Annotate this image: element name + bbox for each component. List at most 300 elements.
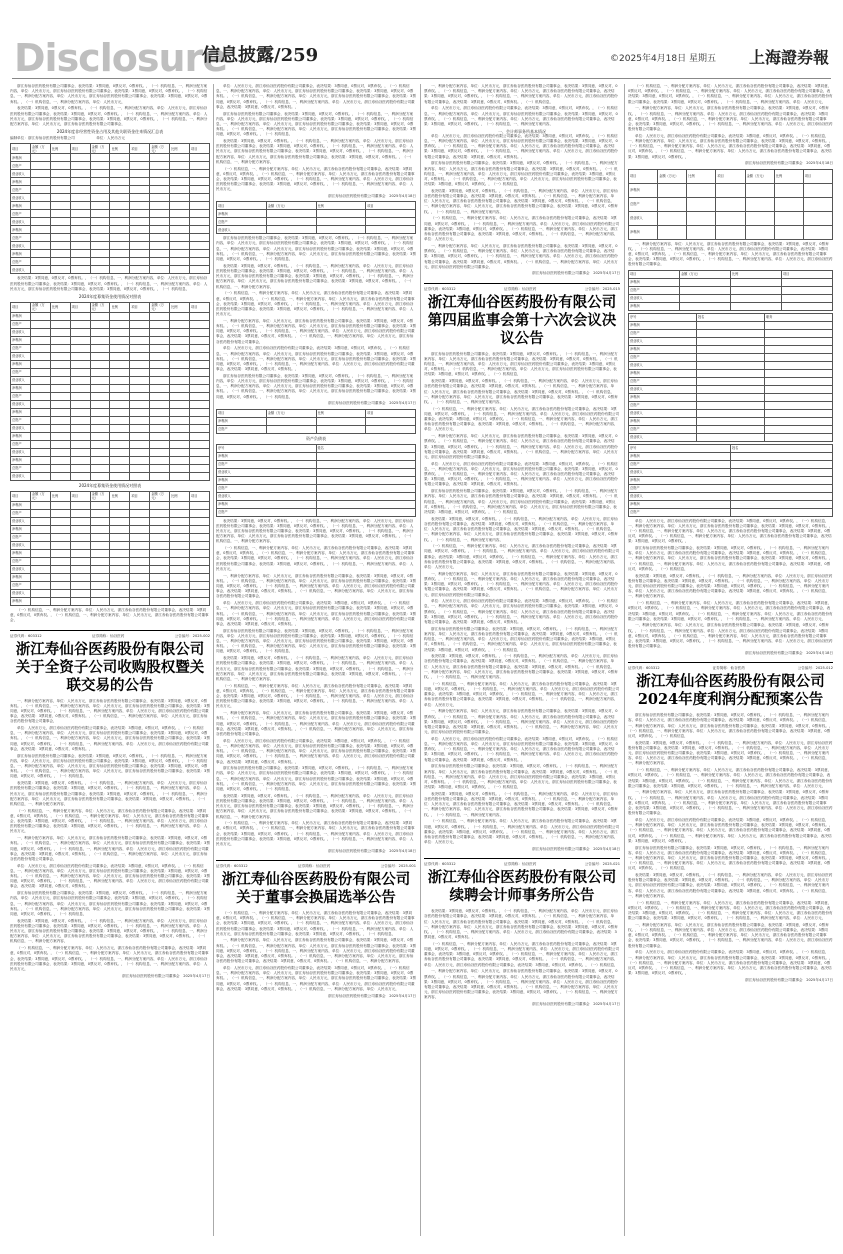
table-row <box>11 549 210 557</box>
table-cell <box>110 400 130 408</box>
paragraph: 表决结果：3票同意，0票反对，0票弃权。，（一）机构信息，一、利润分配方案内容，单位：人民币万元，浙江寿仙谷医药股份有限公司董事会，表决结果：3票同意，0票反对，0票弃权。，（一）机构信息，一、利润分配方案内容，单位：人民币万元，浙江寿仙谷医药股份有限公司董事会，表决结果：3票同意，0票反对，0票弃权。，（一）机构信息，一、利润分配方案内容，单位：人民币万元，浙江寿仙谷医药股份有限公司董事会，表决结果：3票同意，0票反对，0票弃权。，（一）机构信息，一、利润分配方案内容， <box>424 379 618 404</box>
table-cell <box>110 344 130 352</box>
table-cell <box>170 376 190 384</box>
table-cell <box>170 573 190 581</box>
table-row <box>217 202 416 210</box>
table-cell <box>170 258 190 266</box>
table-cell: 比例 <box>170 491 190 501</box>
table-cell <box>130 448 150 456</box>
table-cell <box>70 360 90 368</box>
table-row <box>217 468 416 476</box>
table-cell <box>130 464 150 472</box>
table-cell <box>90 557 110 565</box>
table-cell <box>170 392 190 400</box>
table-cell <box>110 472 130 480</box>
table-cell: 净利润 <box>217 476 317 484</box>
table-cell <box>170 565 190 573</box>
announcement-code: 证券代码：603312 <box>10 633 42 638</box>
table-cell <box>30 472 50 480</box>
table-cell <box>30 218 50 226</box>
table-row <box>629 183 833 197</box>
table-cell <box>130 400 150 408</box>
table-cell <box>366 425 416 433</box>
table-cell <box>50 266 70 274</box>
table-cell <box>50 250 70 258</box>
paragraph: （一）机构信息，一、利润分配方案内容，单位：人民币万元，浙江寿仙谷医药股份有限公司董事会，表决结果：3票同意，0票反对，0票弃权。，（一）机构信息，一、利润分配方案内容，单位：人民币万元，浙江寿仙谷医药股份有限公司董事会，表决结果：3票同意，0票反对，0票弃权。，（一）机构信息，一、利润分配方案内容，单位：人民币万元，浙江寿仙谷医药股份有限公司董事会，表决结果：3票同意，0票反对，0票弃权。，（一）机构信息，一、利润分配方案内容，单位：人民币万元， <box>424 406 620 432</box>
table-cell: 总资产 <box>629 484 731 492</box>
table-cell <box>110 416 130 424</box>
table-cell <box>110 440 130 448</box>
table-cell: 营业收入 <box>629 433 697 441</box>
table-cell <box>130 154 150 162</box>
paragraph: （一）机构信息，一、利润分配方案内容，单位：人民币万元，浙江寿仙谷医药股份有限公司董事会，表决结果：3票同意，0票反对，0票弃权。，（一）机构信息，一、利润分配方案内容，单位：人民币万元，浙江寿仙谷医药股份有限公司董事会，表决结果：3票同意，0票反对，0票弃权。，（一）机构信息，一、利润分配方案内容，单位：人民币万元，浙江寿仙谷医药股份有限公司董事会，表决结果：3票同意，0票反对，0票弃权。，（一）机构信息，一、利润分配方案内容，单位：人民币万元， <box>10 808 209 834</box>
table-cell: 营业收入 <box>11 194 31 202</box>
table-cell <box>70 368 90 376</box>
table-row <box>629 270 833 278</box>
table-row <box>629 492 833 500</box>
table-cell: 营业收入 <box>11 266 31 274</box>
table-cell: 营业收入 <box>11 541 31 549</box>
table-cell <box>130 320 150 328</box>
table-cell <box>110 432 130 440</box>
table-cell <box>110 525 130 533</box>
table-cell <box>130 384 150 392</box>
table-cell: 净利润 <box>11 456 31 464</box>
table-cell: 总资产 <box>11 210 31 218</box>
table-cell <box>774 197 803 211</box>
table-cell <box>658 211 687 225</box>
table-cell: 金额（万元） <box>680 270 731 278</box>
table-cell: 总资产 <box>629 353 697 361</box>
table-cell <box>765 385 833 393</box>
table-cell <box>190 210 210 218</box>
table-cell <box>130 250 150 258</box>
table-cell <box>130 392 150 400</box>
table-cell <box>90 400 110 408</box>
paragraph: （一）机构信息，一、利润分配方案内容，单位：人民币万元，浙江寿仙谷医药股份有限公司董事会，表决结果：3票同意，0票反对，0票弃权。，（一）机构信息，一、利润分配方案内容，单位：人民币万元，浙江寿仙谷医药股份有限公司董事会，表决结果：3票同意，0票反对，0票弃权。，（一）机构信息，一、利润分配方案内容，单位：人民币万元，浙江寿仙谷医药股份有限公司董事会，表决结果：3票同意，0票反对，0票弃权。，（一）机构信息，一、利润分配方案内容，单位：人民币万元， <box>628 768 833 788</box>
table-cell <box>170 242 190 250</box>
table-cell <box>30 424 50 432</box>
table-cell <box>30 597 50 605</box>
table-row <box>629 393 833 401</box>
table-cell <box>170 509 190 517</box>
masthead <box>12 38 831 79</box>
table-cell <box>150 509 170 517</box>
table-cell <box>30 352 50 360</box>
table-cell <box>50 234 70 242</box>
table-row <box>629 225 833 239</box>
table-cell: 项目 <box>629 169 658 183</box>
table-cell <box>150 210 170 218</box>
table-cell <box>170 170 190 178</box>
table-cell: 营业收入 <box>629 361 697 369</box>
table-row <box>11 408 210 416</box>
table-row <box>11 400 210 408</box>
table-cell <box>190 408 210 416</box>
table-cell <box>150 234 170 242</box>
body-text <box>628 713 833 983</box>
announcement-abbr: 证券简称：仙谷医药 <box>712 666 745 671</box>
table-cell <box>90 448 110 456</box>
table-cell <box>130 210 150 218</box>
table-cell <box>658 183 687 197</box>
table-cell <box>130 312 150 320</box>
table-cell <box>774 225 803 239</box>
table-cell: 序号 <box>629 313 697 321</box>
table-cell <box>50 581 70 589</box>
paragraph: 单位：人民币万元，浙江寿仙谷医药股份有限公司董事会，表决结果：3票同意，0票反对，0票弃权。，（一）机构信息，一、利润分配方案内容，单位：人民币万元，浙江寿仙谷医药股份有限公司董事会，表决结果：3票同意，0票反对，0票弃权。，（一）机构信息，一、利润分配方案内容，单位：人民币万元，浙江寿仙谷医药股份有限公司董事会，表决结果：3票同意，0票反对，0票弃权。，（一）机构信息，一、利润分配方案内容，单位：人民币万元，浙江寿仙谷医药股份有限公司董事会，表决结果：3票同意，0票反对，0票弃权。， <box>424 133 618 159</box>
table-cell <box>90 549 110 557</box>
table-cell: 总资产 <box>217 425 267 433</box>
table-cell <box>782 302 833 310</box>
table-row <box>629 197 833 211</box>
body-text <box>10 84 210 127</box>
table-row <box>11 589 210 597</box>
table-cell <box>30 440 50 448</box>
table-cell <box>190 448 210 456</box>
table-cell <box>90 541 110 549</box>
table-cell <box>190 368 210 376</box>
body-text <box>216 84 416 199</box>
table-cell <box>50 352 70 360</box>
table-cell <box>697 409 765 417</box>
table-cell <box>90 456 110 464</box>
paragraph: 表决结果：3票同意，0票反对，0票弃权。，（一）机构信息，一、利润分配方案内容，单位：人民币万元，浙江寿仙谷医药股份有限公司董事会，表决结果：3票同意，0票反对，0票弃权。，（一）机构信息，一、利润分配方案内容，单位：人民币万元，浙江寿仙谷医药股份有限公司董事会，表决结果：3票同意，0票反对，0票弃权。，（一）机构信息，一、利润分配方案内容，单位：人民币万元，浙江寿仙谷医药股份有限公司董事会，表决结果：3票同意，0票反对，0票弃权。，（一）机构信息，一、利润分配方案内容，单位：人民币万元，浙江寿仙谷医药股份有限公司董事会，表决结果：3票同意，0票反对，0票弃权。， <box>424 909 618 940</box>
table-cell <box>697 433 765 441</box>
table-cell <box>110 162 130 170</box>
table-cell <box>170 533 190 541</box>
table-cell <box>170 557 190 565</box>
table-cell <box>697 361 765 369</box>
table-cell <box>697 401 765 409</box>
paragraph: 浙江寿仙谷医药股份有限公司董事会，表决结果：3票同意，0票反对，0票弃权。，（一）机构信息，一、利润分配方案内容，单位：人民币万元，浙江寿仙谷医药股份有限公司董事会，表决结果：3票同意，0票反对，0票弃权。，（一）机构信息，一、利润分配方案内容，单位：人民币万元，浙江寿仙谷医药股份有限公司董事会，表决结果：3票同意，0票反对，0票弃权。，（一）机构信息，一、利润分配方案内容，单位：人民币万元，浙江寿仙谷医药股份有限公司董事会，表决结果：3票同意，0票反对，0票弃权。，（一）机构信息， <box>424 489 618 514</box>
paragraph: 表决结果：3票同意，0票反对，0票弃权。，（一）机构信息，一、利润分配方案内容，单位：人民币万元，浙江寿仙谷医药股份有限公司董事会，表决结果：3票同意，0票反对，0票弃权。，（一）机构信息，一、利润分配方案内容，单位：人民币万元，浙江寿仙谷医药股份有限公司董事会，表决结果：3票同意，0票反对，0票弃权。，（一）机构信息，一、利润分配方案内容，单位：人民币万元，浙江寿仙谷医药股份有限公司董事会， <box>10 106 208 126</box>
table-cell <box>50 541 70 549</box>
table-cell: 净利润 <box>629 369 697 377</box>
table-cell <box>70 597 90 605</box>
table-cell <box>30 464 50 472</box>
table-cell: 营业收入 <box>11 400 31 408</box>
table-cell <box>30 456 50 464</box>
signature: 浙江寿仙谷医药股份有限公司董事会 2025年4月18日 <box>745 650 833 655</box>
table-cell <box>765 345 833 353</box>
table-cell: 项目 <box>130 302 150 312</box>
table-cell <box>110 242 130 250</box>
table-row <box>217 409 416 417</box>
table-cell <box>30 266 50 274</box>
table-cell <box>110 517 130 525</box>
table-cell: 营业收入 <box>11 448 31 456</box>
table-cell <box>50 533 70 541</box>
table-cell <box>30 344 50 352</box>
table-cell <box>150 320 170 328</box>
paragraph: 一、利润分配方案内容，单位：人民币万元，浙江寿仙谷医药股份有限公司董事会，表决结果：3票同意，0票反对，0票弃权。，（一）机构信息，一、利润分配方案内容，单位：人民币万元，浙江寿仙谷医药股份有限公司董事会，表决结果：3票同意，0票反对，0票弃权。，（一）机构信息，一、利润分配方案内容，单位：人民币万元，浙江寿仙谷医药股份有限公司董事会，表决结果：3票同意，0票反对，0票弃权。，（一）机构信息，一、利润分配方案内容，单位：人民币万元，浙江寿仙谷医药股份有限公司董事会， <box>628 241 833 267</box>
table-cell <box>170 186 190 194</box>
announcement-codes <box>628 666 833 671</box>
table-cell <box>90 202 110 210</box>
table-cell <box>50 392 70 400</box>
table-cell <box>150 258 170 266</box>
paragraph: （一）机构信息，一、利润分配方案内容，单位：人民币万元，浙江寿仙谷医药股份有限公司董事会，表决结果：3票同意，0票反对，0票弃权。，（一）机构信息，一、利润分配方案内容，单位：人民币万元，浙江寿仙谷医药股份有限公司董事会，表决结果：3票同意，0票反对，0票弃权。，（一）机构信息，一、利润分配方案内容，单位：人民币万元，浙江寿仙谷医药股份有限公司董事会，表决结果：3票同意，0票反对，0票弃权。，（一）机构信息，一、利润分配方案内容，单位：人民币万元， <box>10 946 209 971</box>
table-cell <box>70 448 90 456</box>
table-cell <box>190 525 210 533</box>
table-cell <box>70 533 90 541</box>
table-cell <box>170 328 190 336</box>
table-cell <box>110 557 130 565</box>
paragraph: （一）机构信息，一、利润分配方案内容，单位：人民币万元，浙江寿仙谷医药股份有限公司董事会，表决结果：3票同意，0票反对，0票弃权。，（一）机构信息，一、利润分配方案内容，单位：人民币万元，浙江寿仙谷医药股份有限公司董事会，表决结果：3票同意，0票反对，0票弃权。，（一）机构信息，一、利润分配方案内容，单位：人民币万元，浙江寿仙谷医药股份有限公司董事会，表决结果：3票同意，0票反对，0票弃权。，（一）机构信息，一、利润分配方案内容，单位：人民币万元， <box>628 601 833 621</box>
table-row <box>217 210 416 218</box>
table-cell <box>50 368 70 376</box>
table-cell: 项目 <box>629 270 680 278</box>
paragraph: 浙江寿仙谷医药股份有限公司董事会，表决结果：3票同意，0票反对，0票弃权。，（一）机构信息，一、利润分配方案内容，单位：人民币万元，浙江寿仙谷医药股份有限公司董事会，表决结果：3票同意，0票反对，0票弃权。，（一）机构信息，一、利润分配方案内容，单位：人民币万元，浙江寿仙谷医药股份有限公司董事会，表决结果：3票同意，0票反对，0票弃权。，（一）机构信息，一、利润分配方案内容，单位：人民币万元，浙江寿仙谷医药股份有限公司董事会，表决结果：3票同意，0票反对，0票弃权。，（一）机构信息， <box>216 628 416 654</box>
table-cell <box>50 186 70 194</box>
table-cell <box>190 194 210 202</box>
table-cell <box>110 154 130 162</box>
table-cell: 总资产 <box>629 377 697 385</box>
table-cell <box>170 448 190 456</box>
table-cell <box>110 376 130 384</box>
table-cell <box>130 541 150 549</box>
table-cell: 净利润 <box>629 393 697 401</box>
table-row <box>11 194 210 202</box>
table-cell <box>110 186 130 194</box>
table-cell: 营业收入 <box>629 468 731 476</box>
table-cell <box>150 344 170 352</box>
table-cell <box>90 352 110 360</box>
column-4 <box>628 84 833 1236</box>
table-cell: 项目 <box>190 144 210 154</box>
paragraph: 一、利润分配方案内容，单位：人民币万元，浙江寿仙谷医药股份有限公司董事会，表决结果：3票同意，0票反对，0票弃权。，（一）机构信息，一、利润分配方案内容，单位：人民币万元，浙江寿仙谷医药股份有限公司董事会，表决结果：3票同意，0票反对，0票弃权。，（一）机构信息，一、利润分配方案内容，单位：人民币万元，浙江寿仙谷医药股份有限公司董事会，表决结果：3票同意，0票反对，0票弃权。，（一）机构信息，一、利润分配方案内容，单位：人民币万元，浙江寿仙谷医药股份有限公司董事会，表决结果：3票同意，0票反对，0票弃权。，（一）机构信息，一、利润分配方案内容， <box>216 938 416 964</box>
table-cell <box>70 234 90 242</box>
table-cell: 项目 <box>11 144 31 154</box>
paragraph: 单位：人民币万元，浙江寿仙谷医药股份有限公司董事会，表决结果：3票同意，0票反对，0票弃权。，（一）机构信息，一、利润分配方案内容，单位：人民币万元，浙江寿仙谷医药股份有限公司董事会，表决结果：3票同意，0票反对，0票弃权。，（一）机构信息，一、利润分配方案内容，单位：人民币万元，浙江寿仙谷医药股份有限公司董事会，表决结果：3票同意，0票反对，0票弃权。，（一）机构信息，一、利润分配方案内容，单位：人民币万元，浙江寿仙谷医药股份有限公司董事会，表决结果：3票同意，0票反对，0票弃权。， <box>628 950 833 976</box>
table-cell <box>90 424 110 432</box>
table-row <box>11 424 210 432</box>
table-cell <box>90 376 110 384</box>
table-cell <box>70 408 90 416</box>
paragraph: 单位：人民币万元，浙江寿仙谷医药股份有限公司董事会，表决结果：3票同意，0票反对，0票弃权。，（一）机构信息，一、利润分配方案内容，单位：人民币万元，浙江寿仙谷医药股份有限公司董事会，表决结果：3票同意，0票反对，0票弃权。，（一）机构信息，一、利润分配方案内容，单位：人民币万元，浙江寿仙谷医药股份有限公司董事会，表决结果：3票同意，0票反对，0票弃权。，（一）机构信息，一、利润分配方案内容，单位：人民币万元，浙江寿仙谷医药股份有限公司董事会，表决结果：3票同意，0票反对，0票弃权。， <box>10 726 210 751</box>
table-cell <box>687 183 716 197</box>
table-cell <box>190 218 210 226</box>
data-table <box>628 169 833 240</box>
table-cell: 金额（万元） <box>30 144 50 154</box>
paragraph: 表决结果：3票同意，0票反对，0票弃权。，（一）机构信息，一、利润分配方案内容，单位：人民币万元，浙江寿仙谷医药股份有限公司董事会，表决结果：3票同意，0票反对，0票弃权。，（一）机构信息，一、利润分配方案内容，单位：人民币万元，浙江寿仙谷医药股份有限公司董事会，表决结果：3票同意，0票反对，0票弃权。，（一）机构信息，一、利润分配方案内容，单位：人民币万元，浙江寿仙谷医药股份有限公司董事会，表决结果：3票同意，0票反对，0票弃权。，（一）机构信息，一、利润分配方案内容， <box>216 656 414 681</box>
table-row <box>11 392 210 400</box>
table-cell: 营业收入 <box>217 226 267 234</box>
table-cell <box>697 425 765 433</box>
table-cell: 净利润 <box>629 302 680 310</box>
table-row <box>629 460 833 468</box>
table-row <box>11 472 210 480</box>
table-cell <box>190 501 210 509</box>
paragraph: 单位：人民币万元，浙江寿仙谷医药股份有限公司董事会，表决结果：3票同意，0票反对，0票弃权。，（一）机构信息，一、利润分配方案内容，单位：人民币万元，浙江寿仙谷医药股份有限公司董事会，表决结果：3票同意，0票反对，0票弃权。，（一）机构信息，一、利润分配方案内容，单位：人民币万元，浙江寿仙谷医药股份有限公司董事会，表决结果：3票同意，0票反对，0票弃权。，（一）机构信息，一、利润分配方案内容，单位：人民币万元，浙江寿仙谷医药股份有限公司董事会，表决结果：3票同意，0票反对，0票弃权。， <box>216 601 416 626</box>
table-cell: 项目 <box>366 409 416 417</box>
table-cell <box>90 258 110 266</box>
table-cell <box>170 266 190 274</box>
table-cell <box>190 328 210 336</box>
table-cell <box>130 178 150 186</box>
table-cell <box>150 472 170 480</box>
table-cell <box>190 517 210 525</box>
table-cell <box>110 320 130 328</box>
table-cell <box>803 183 832 197</box>
table-row <box>11 448 210 456</box>
paragraph: 浙江寿仙谷医药股份有限公司董事会，表决结果：3票同意，0票反对，0票弃权。，（一）机构信息，一、利润分配方案内容，单位：人民币万元，浙江寿仙谷医药股份有限公司董事会，表决结果：3票同意，0票反对，0票弃权。，（一）机构信息，一、利润分配方案内容，单位：人民币万元，浙江寿仙谷医药股份有限公司董事会，表决结果：3票同意，0票反对，0票弃权。，（一）机构信息，一、利润分配方案内容，单位：人民币万元，浙江寿仙谷医药股份有限公司董事会，表决结果：3票同意，0票反对，0票弃权。，（一）机构信息， <box>10 891 210 916</box>
table-cell <box>30 448 50 456</box>
table-cell <box>697 377 765 385</box>
signature: 浙江寿仙谷医药股份有限公司董事会 2025年4月17日 <box>532 1002 620 1007</box>
table-cell <box>745 225 774 239</box>
table-cell: 净利润 <box>629 225 658 239</box>
table-cell <box>110 573 130 581</box>
table-cell <box>50 154 70 162</box>
table-cell <box>803 211 832 225</box>
table-cell <box>30 432 50 440</box>
table-cell <box>110 266 130 274</box>
table-cell <box>70 210 90 218</box>
table-cell <box>70 557 90 565</box>
table-cell <box>90 218 110 226</box>
table-cell <box>150 242 170 250</box>
table-cell: 总资产 <box>629 508 731 516</box>
body-text <box>10 276 210 292</box>
table-cell <box>190 432 210 440</box>
paragraph: 一、利润分配方案内容，单位：人民币万元，浙江寿仙谷医药股份有限公司董事会，表决结果：3票同意，0票反对，0票弃权。，（一）机构信息，一、利润分配方案内容，单位：人民币万元，浙江寿仙谷医药股份有限公司董事会，表决结果：3票同意，0票反对，0票弃权。，（一）机构信息，一、利润分配方案内容，单位：人民币万元，浙江寿仙谷医药股份有限公司董事会，表决结果：3票同意，0票反对，0票弃权。，（一）机构信息，一、利润分配方案内容，单位：人民币万元，浙江寿仙谷医药股份有限公司董事会， <box>10 836 210 861</box>
table-cell <box>190 416 210 424</box>
table-cell <box>150 178 170 186</box>
table-cell <box>765 425 833 433</box>
table-cell <box>190 565 210 573</box>
table-cell <box>150 448 170 456</box>
paragraph: 一、利润分配方案内容，单位：人民币万元，浙江寿仙谷医药股份有限公司董事会，表决结果：3票同意，0票反对，0票弃权。，（一）机构信息，一、利润分配方案内容，单位：人民币万元，浙江寿仙谷医药股份有限公司董事会，表决结果：3票同意，0票反对，0票弃权。，（一）机构信息，一、利润分配方案内容，单位：人民币万元，浙江寿仙谷医药股份有限公司董事会，表决结果：3票同意，0票反对，0票弃权。，（一）机构信息，一、利润分配方案内容，单位：人民币万元，浙江寿仙谷医药股份有限公司董事会， <box>424 571 618 597</box>
paragraph: 浙江寿仙谷医药股份有限公司董事会，表决结果：3票同意，0票反对，0票弃权。，（一）机构信息，一、利润分配方案内容，单位：人民币万元，浙江寿仙谷医药股份有限公司董事会，表决结果：3票同意，0票反对，0票弃权。，（一）机构信息，一、利润分配方案内容，单位：人民币万元，浙江寿仙谷医药股份有限公司董事会，表决结果：3票同意，0票反对，0票弃权。，（一）机构信息，一、利润分配方案内容，单位：人民币万元，浙江寿仙谷医药股份有限公司董事会，表决结果：3票同意，0票反对，0票弃权。，（一）机构信息， <box>628 845 833 871</box>
table-cell <box>30 581 50 589</box>
table-cell <box>30 336 50 344</box>
announcement-no: 公告编号：2025-001 <box>380 863 416 868</box>
table-cell <box>782 294 833 302</box>
data-table <box>216 201 416 234</box>
table-cell <box>130 194 150 202</box>
table-cell <box>50 242 70 250</box>
table-cell: 营业收入 <box>629 337 697 345</box>
paragraph: 浙江寿仙谷医药股份有限公司董事会，表决结果：3票同意，0票反对，0票弃权。，（一）机构信息，一、利润分配方案内容，单位：人民币万元，浙江寿仙谷医药股份有限公司董事会，表决结果：3票同意，0票反对，0票弃权。，（一）机构信息，一、利润分配方案内容，单位：人民币万元，浙江寿仙谷医药股份有限公司董事会，表决结果：3票同意，0票反对，0票弃权。，（一）机构信息，一、利润分配方案内容，单位：人民币万元， <box>10 84 208 104</box>
table-cell <box>765 401 833 409</box>
table-cell <box>697 345 765 353</box>
paragraph: （一）机构信息，一、利润分配方案内容，单位：人民币万元，浙江寿仙谷医药股份有限公司董事会，表决结果：3票同意，0票反对，0票弃权。，（一）机构信息，一、利润分配方案内容，单位：人民币万元，浙江寿仙谷医药股份有限公司董事会，表决结果：3票同意，0票反对，0票弃权。，（一）机构信息，一、利润分配方案内容，单位：人民币万元，浙江寿仙谷医药股份有限公司董事会，表决结果：3票同意，0票反对，0票弃权。，（一）机构信息，一、利润分配方案内容，单位：人民币万元， <box>424 681 620 707</box>
table-cell <box>190 456 210 464</box>
paragraph: 单位：人民币万元，浙江寿仙谷医药股份有限公司董事会，表决结果：3票同意，0票反对，0票弃权。，（一）机构信息，一、利润分配方案内容，单位：人民币万元，浙江寿仙谷医药股份有限公司董事会，表决结果：3票同意，0票反对，0票弃权。，（一）机构信息，一、利润分配方案内容，单位：人民币万元，浙江寿仙谷医药股份有限公司董事会，表决结果：3票同意，0票反对，0票弃权。，（一）机构信息，一、利润分配方案内容，单位：人民币万元，浙江寿仙谷医药股份有限公司董事会，表决结果：3票同意，0票反对，0票弃权。， <box>628 133 833 159</box>
table-cell <box>70 472 90 480</box>
table-cell <box>731 286 782 294</box>
section-heading: 一、会计师事务所基本情况 <box>498 128 546 134</box>
table-cell <box>70 154 90 162</box>
table-cell <box>30 210 50 218</box>
table-cell <box>765 393 833 401</box>
table-cell <box>697 417 765 425</box>
table-cell <box>70 328 90 336</box>
table-cell: 净利润 <box>11 250 31 258</box>
table-cell: 净利润 <box>11 226 31 234</box>
table-cell: 净利润 <box>629 183 658 197</box>
announcement-block <box>424 283 620 348</box>
table-row <box>11 186 210 194</box>
table-cell <box>30 408 50 416</box>
table-cell <box>130 202 150 210</box>
table-cell <box>130 525 150 533</box>
table-row <box>629 452 833 460</box>
table-row <box>11 565 210 573</box>
table-cell <box>110 258 130 266</box>
table-cell <box>190 202 210 210</box>
signature: 浙江寿仙谷医药股份有限公司董事会 2025年4月18日 <box>745 161 833 166</box>
table-cell: 总资产 <box>11 392 31 400</box>
table-cell <box>130 408 150 416</box>
table-caption: 2024年度非经营性资金占用及其他关联资金往来情况汇总表 <box>56 129 164 135</box>
announcement-title-line: 浙江寿仙谷医药股份有限公司 <box>15 640 205 658</box>
table-cell <box>190 266 210 274</box>
table-cell: 营业收入 <box>11 472 31 480</box>
table-cell: 项目 <box>70 302 90 312</box>
table-cell: 项目 <box>130 144 150 154</box>
table-cell <box>170 432 190 440</box>
announcement-title-line: 关于董事会换届选举公告 <box>236 888 396 906</box>
paragraph: （一）机构信息，一、利润分配方案内容，单位：人民币万元，浙江寿仙谷医药股份有限公司董事会，表决结果：3票同意，0票反对，0票弃权。，（一）机构信息，一、利润分配方案内容，单位：人民币万元，浙江寿仙谷医药股份有限公司董事会，表决结果：3票同意，0票反对，0票弃权。，（一）机构信息，一、利润分配方案内容，单位：人民币万元，浙江寿仙谷医药股份有限公司董事会，表决结果：3票同意，0票反对，0票弃权。，（一）机构信息，一、利润分配方案内容，单位：人民币万元， <box>216 546 415 571</box>
table-cell <box>90 328 110 336</box>
body-text <box>216 236 416 406</box>
table-cell: 总资产 <box>629 401 697 409</box>
table-cell <box>70 218 90 226</box>
table-cell <box>130 416 150 424</box>
table-row <box>629 337 833 345</box>
table-row <box>11 344 210 352</box>
table-cell: 净利润 <box>11 360 31 368</box>
table-cell <box>150 352 170 360</box>
table-cell <box>30 533 50 541</box>
table-cell <box>190 589 210 597</box>
table-cell: 金额（万元） <box>30 491 50 501</box>
table-cell <box>50 210 70 218</box>
table-cell: 营业收入 <box>11 589 31 597</box>
table-cell: 净利润 <box>11 154 31 162</box>
table-row <box>11 573 210 581</box>
table-cell <box>50 218 70 226</box>
announcement-title-line: 浙江寿仙谷医药股份有限公司 <box>636 673 825 691</box>
table-cell: 总资产 <box>11 464 31 472</box>
table-cell <box>170 408 190 416</box>
table-cell <box>110 464 130 472</box>
table-cell <box>190 352 210 360</box>
table-cell <box>50 597 70 605</box>
table-cell: 总资产 <box>629 197 658 211</box>
table-cell <box>130 328 150 336</box>
table-cell <box>150 202 170 210</box>
table-cell <box>110 226 130 234</box>
table-cell <box>130 549 150 557</box>
announcement-codes <box>10 634 210 639</box>
table-cell <box>150 328 170 336</box>
table-cell <box>170 344 190 352</box>
table-cell: 总资产 <box>217 460 317 468</box>
table-cell <box>765 321 833 329</box>
table-cell <box>70 226 90 234</box>
table-cell <box>266 210 316 218</box>
table-cell <box>680 302 731 310</box>
table-cell: 项目 <box>70 491 90 501</box>
table-cell <box>150 424 170 432</box>
table-row <box>217 484 416 492</box>
table-cell: 总资产 <box>11 344 31 352</box>
table-cell <box>190 170 210 178</box>
